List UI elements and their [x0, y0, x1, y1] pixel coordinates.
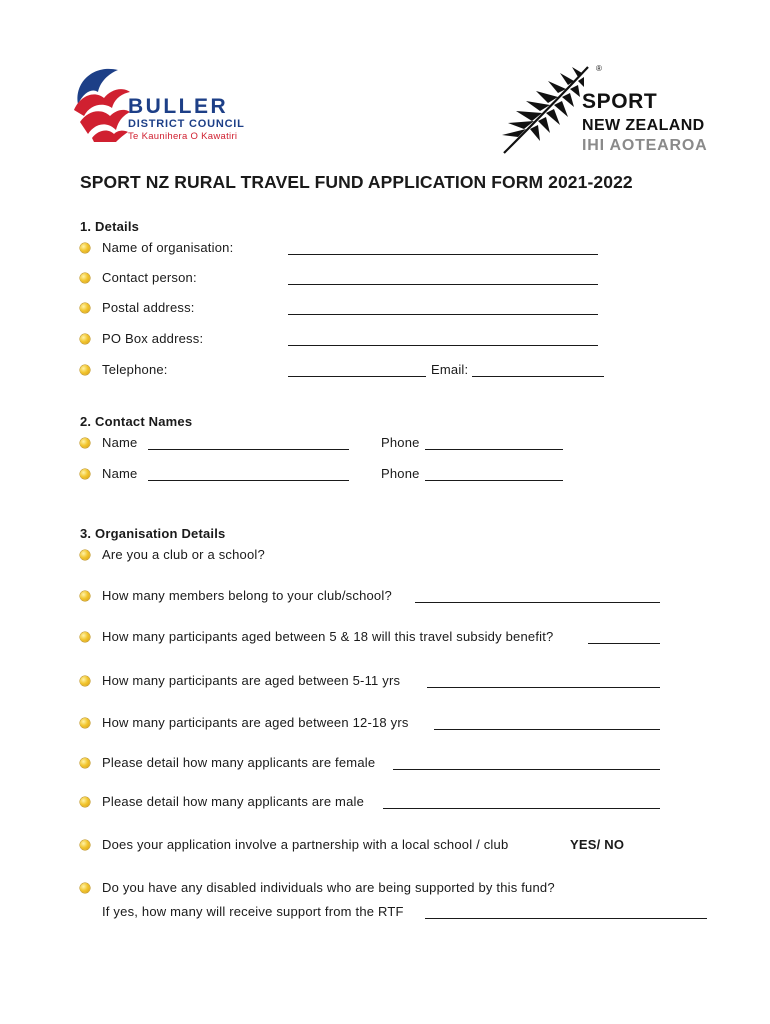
female-field[interactable]	[393, 769, 660, 770]
male-question: Please detail how many applicants are male	[102, 794, 365, 809]
section-contact-names-heading: 2. Contact Names	[80, 414, 193, 429]
sport-nz-line2: NEW ZEALAND	[582, 117, 705, 134]
club-or-school-question: Are you a club or a school?	[102, 547, 265, 562]
bullet-icon	[80, 591, 90, 601]
contact-name-field[interactable]	[148, 449, 349, 450]
postal-address-label: Postal address:	[102, 300, 195, 315]
council-name: BULLER	[128, 95, 229, 118]
participants-field[interactable]	[588, 643, 660, 644]
bullet-icon	[80, 365, 90, 375]
bullet-icon	[80, 550, 90, 560]
bullet-icon	[80, 469, 90, 479]
bullet-icon	[80, 303, 90, 313]
email-field[interactable]	[472, 376, 604, 377]
silver-fern-icon	[498, 63, 590, 155]
bullet-icon	[80, 758, 90, 768]
contact-name-field[interactable]	[148, 480, 349, 481]
sport-nz-line3: IHI AOTEAROA	[582, 137, 708, 154]
contact-person-field[interactable]	[288, 284, 598, 285]
members-field[interactable]	[415, 602, 660, 603]
bullet-icon	[80, 438, 90, 448]
contact-phone-field[interactable]	[425, 480, 563, 481]
bullet-icon	[80, 883, 90, 893]
members-question: How many members belong to your club/school?	[102, 588, 392, 603]
contact-phone-label: Phone	[381, 466, 420, 481]
sport-nz-line1: SPORT	[582, 90, 658, 113]
contact-name-label: Name	[102, 466, 138, 481]
age-5-11-question: How many participants are aged between 5-11 yrs	[102, 673, 401, 688]
bullet-icon	[80, 718, 90, 728]
age-5-11-field[interactable]	[427, 687, 660, 688]
email-label: Email:	[431, 362, 469, 377]
council-subtitle: DISTRICT COUNCIL	[128, 118, 245, 130]
bullet-icon	[80, 334, 90, 344]
contact-phone-label: Phone	[381, 435, 420, 450]
contact-name-label: Name	[102, 435, 138, 450]
age-12-18-question: How many participants are aged between 12-18 yrs	[102, 715, 409, 730]
bullet-icon	[80, 797, 90, 807]
org-name-label: Name of organisation:	[102, 240, 234, 255]
partnership-yes-no[interactable]: YES/ NO	[570, 837, 625, 852]
bullet-icon	[80, 273, 90, 283]
telephone-field[interactable]	[288, 376, 426, 377]
org-name-field[interactable]	[288, 254, 598, 255]
registered-mark: ®	[596, 64, 602, 73]
contact-person-label: Contact person:	[102, 270, 197, 285]
partnership-question: Does your application involve a partnership with a local school / club	[102, 837, 509, 852]
age-12-18-field[interactable]	[434, 729, 660, 730]
bullet-icon	[80, 676, 90, 686]
contact-phone-field[interactable]	[425, 449, 563, 450]
section-details-heading: 1. Details	[80, 219, 140, 234]
postal-address-field[interactable]	[288, 314, 598, 315]
po-box-field[interactable]	[288, 345, 598, 346]
disabled-question: Do you have any disabled individuals who are being supported by this fund?	[102, 880, 555, 895]
section-organisation-details-heading: 3. Organisation Details	[80, 526, 226, 541]
buller-swirl-icon	[70, 60, 132, 142]
bullet-icon	[80, 632, 90, 642]
telephone-label: Telephone:	[102, 362, 168, 377]
bullet-icon	[80, 243, 90, 253]
form-title: SPORT NZ RURAL TRAVEL FUND APPLICATION FORM 2021-2022	[80, 172, 633, 192]
male-field[interactable]	[383, 808, 660, 809]
participants-question: How many participants aged between 5 & 18 will this travel subsidy benefit?	[102, 629, 554, 644]
bullet-icon	[80, 840, 90, 850]
po-box-label: PO Box address:	[102, 331, 204, 346]
disabled-count-field[interactable]	[425, 918, 707, 919]
disabled-followup-question: If yes, how many will receive support from the RTF	[102, 904, 404, 919]
female-question: Please detail how many applicants are female	[102, 755, 376, 770]
council-maori-name: Te Kaunihera O Kawatiri	[128, 131, 238, 142]
